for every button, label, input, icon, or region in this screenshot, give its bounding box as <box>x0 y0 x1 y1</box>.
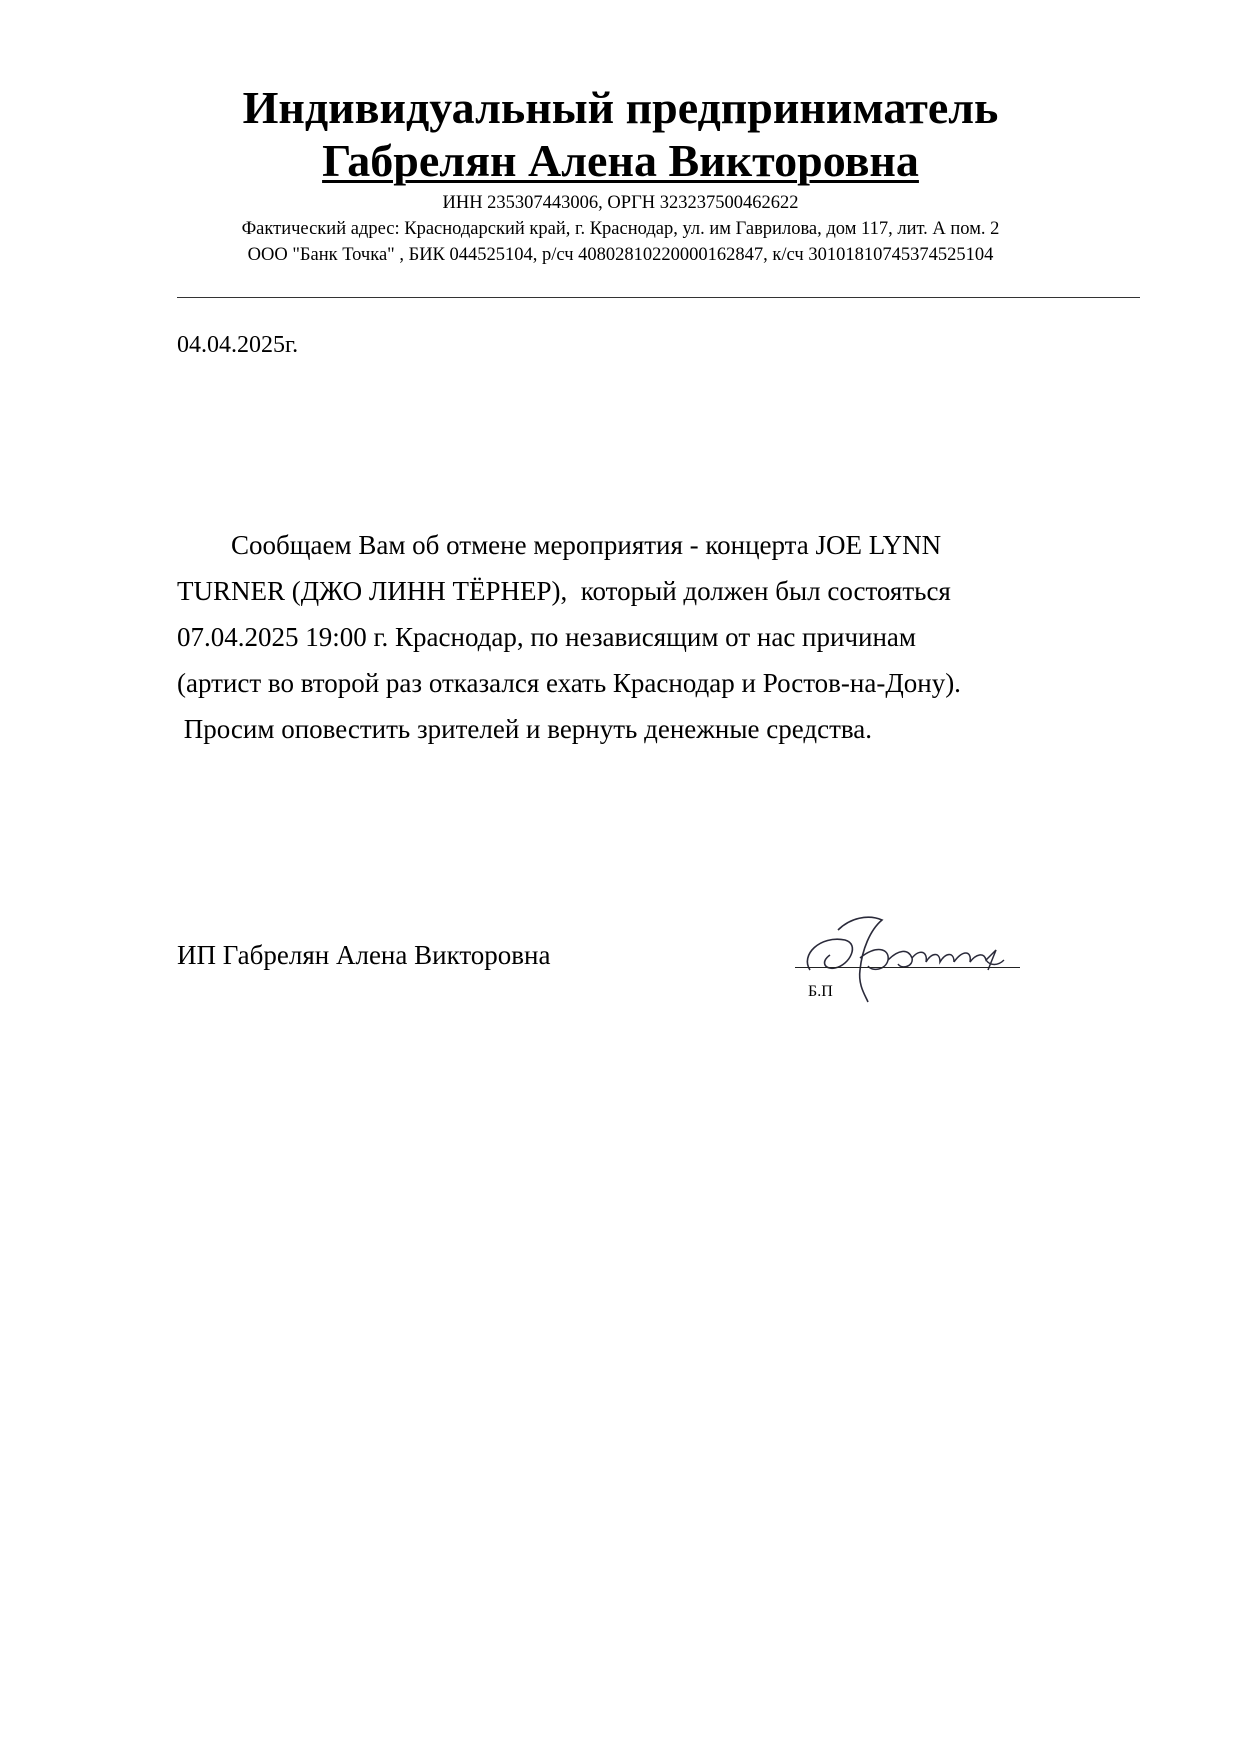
letterhead-ids: ИНН 235307443006, ОРГН 323237500462622 <box>442 193 799 213</box>
stamp-placeholder-mark: Б.П <box>808 983 833 1000</box>
letter-body <box>177 522 1167 752</box>
letterhead-address: Фактический адрес: Краснодарский край, г. Краснодар, ул. им Гаврилова, дом 117, лит. А пом. 2 <box>241 219 1000 239</box>
body-line: Сообщаем Вам об отмене мероприятия - концерта JOE LYNN <box>177 530 942 560</box>
letterhead-title: Индивидуальный предприниматель <box>242 82 999 133</box>
letterhead-name: Габрелян Алена Викторовна <box>322 135 919 186</box>
signer-name: ИП Габрелян Алена Викторовна <box>177 940 551 970</box>
body-line: TURNER (ДЖО ЛИНН ТЁРНЕР), который должен был состояться <box>177 576 951 606</box>
signature-line <box>795 967 1020 968</box>
body-line: Просим оповестить зрителей и вернуть денежные средства. <box>177 714 873 744</box>
letterhead-bank: ООО "Банк Точка" , БИК 044525104, р/сч 40802810220000162847, к/сч 30101810745374525104 <box>247 245 994 265</box>
letterhead-divider <box>177 297 1140 298</box>
body-line: (артист во второй раз отказался ехать Краснодар и Ростов-на-Дону). <box>177 668 961 698</box>
letterhead <box>0 80 1241 268</box>
body-line: 07.04.2025 19:00 г. Краснодар, по независящим от нас причинам <box>177 622 916 652</box>
letter-date: 04.04.2025г. <box>177 332 299 358</box>
